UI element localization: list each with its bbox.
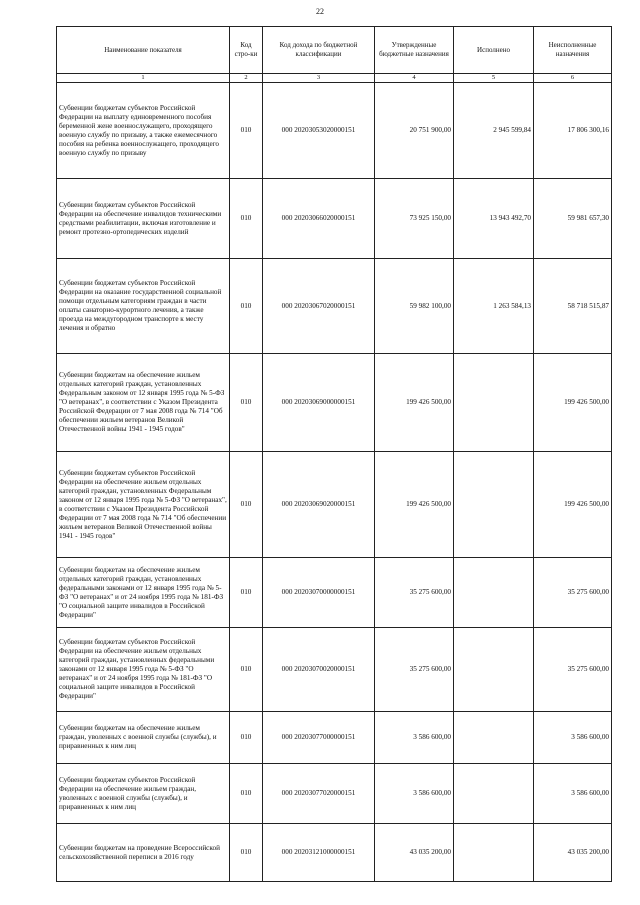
indicator-name: Субвенции бюджетам на обеспечение жильем граждан, уволенных с военной службы (службы), и приравненных к ним лиц (57, 712, 230, 764)
budget-execution-table (56, 26, 612, 882)
indicator-name: Субвенции бюджетам субъектов Российской Федерации на обеспечение жильем отдельных категорий граждан, установленных Федеральным законом от 12 января 1995 года № 5-ФЗ "О ветеранах", в соответствии с Указом Президента Российской Федерации от 7 мая 2008 года № 714 "Об обеспечении жильем ветеранов Великой Отечественной войны 1941 - 1945 годов" (57, 452, 230, 558)
income-code: 000 20203053020000151 (263, 83, 375, 179)
executed-amount (454, 354, 534, 452)
line-code: 010 (230, 354, 263, 452)
line-code: 010 (230, 712, 263, 764)
executed-amount: 1 263 584,13 (454, 259, 534, 354)
approved-amount: 3 586 600,00 (375, 712, 454, 764)
column-number: 3 (263, 74, 375, 83)
indicator-name: Субвенции бюджетам субъектов Российской Федерации на выплату единовременного пособия беременной жене военнослужащего, проходящего военную службу по призыву, а также ежемесячного пособия на ребенка военнослужащего, проходящего военную службу по призыву (57, 83, 230, 179)
indicator-name: Субвенции бюджетам субъектов Российской Федерации на обеспечение жильем отдельных категорий граждан, установленных федеральными законами от 12 января 1995 года № 5-ФЗ "О ветеранах" и от 24 ноября 1995 года № 181-ФЗ "О социальной защите инвалидов в Российской Федерации" (57, 628, 230, 712)
approved-amount: 73 925 150,00 (375, 179, 454, 259)
executed-amount (454, 558, 534, 628)
income-code: 000 20203070020000151 (263, 628, 375, 712)
executed-amount (454, 764, 534, 824)
column-number: 5 (454, 74, 534, 83)
income-code: 000 20203077020000151 (263, 764, 375, 824)
approved-amount: 35 275 600,00 (375, 628, 454, 712)
table-row (57, 83, 612, 179)
header-approved: Утвержденные бюджетные назначения (375, 27, 454, 74)
unexecuted-amount: 59 981 657,30 (534, 179, 612, 259)
income-code: 000 20203070000000151 (263, 558, 375, 628)
approved-amount: 59 982 100,00 (375, 259, 454, 354)
unexecuted-amount: 35 275 600,00 (534, 628, 612, 712)
approved-amount: 199 426 500,00 (375, 452, 454, 558)
header-unexecuted: Неисполненные назначения (534, 27, 612, 74)
line-code: 010 (230, 452, 263, 558)
unexecuted-amount: 3 586 600,00 (534, 764, 612, 824)
income-code: 000 20203077000000151 (263, 712, 375, 764)
executed-amount (454, 824, 534, 882)
unexecuted-amount: 199 426 500,00 (534, 452, 612, 558)
income-code: 000 20203067020000151 (263, 259, 375, 354)
approved-amount: 20 751 900,00 (375, 83, 454, 179)
table-row (57, 558, 612, 628)
indicator-name: Субвенции бюджетам субъектов Российской Федерации на оказание государственной социальной помощи отдельным категориям граждан в части оплаты санаторно-курортного лечения, а также проезда на междугородном транспорте к месту лечения и обратно (57, 259, 230, 354)
table-row (57, 764, 612, 824)
column-number: 1 (57, 74, 230, 83)
executed-amount (454, 628, 534, 712)
line-code: 010 (230, 764, 263, 824)
executed-amount: 2 945 599,84 (454, 83, 534, 179)
income-code: 000 20203069000000151 (263, 354, 375, 452)
header-line-code: Код стро-ки (230, 27, 263, 74)
line-code: 010 (230, 179, 263, 259)
executed-amount (454, 452, 534, 558)
column-number: 4 (375, 74, 454, 83)
approved-amount: 3 586 600,00 (375, 764, 454, 824)
line-code: 010 (230, 259, 263, 354)
approved-amount: 199 426 500,00 (375, 354, 454, 452)
indicator-name: Субвенции бюджетам на проведение Всероссийской сельскохозяйственной переписи в 2016 году (57, 824, 230, 882)
header-row (57, 27, 612, 74)
indicator-name: Субвенции бюджетам на обеспечение жильем отдельных категорий граждан, установленных Федеральным законом от 12 января 1995 года № 5-ФЗ "О ветеранах", в соответствии с Указом Президента Российской Федерации от 7 мая 2008 года № 714 "Об обеспечении жильем ветеранов Великой Отечественной войны 1941 - 1945 годов" (57, 354, 230, 452)
column-number: 2 (230, 74, 263, 83)
unexecuted-amount: 199 426 500,00 (534, 354, 612, 452)
executed-amount: 13 943 492,70 (454, 179, 534, 259)
unexecuted-amount: 35 275 600,00 (534, 558, 612, 628)
column-number-row (57, 74, 612, 83)
table-row (57, 354, 612, 452)
indicator-name: Субвенции бюджетам субъектов Российской Федерации на обеспечение жильем граждан, уволенных с военной службы (службы), и приравненных к ним лиц (57, 764, 230, 824)
table-row (57, 824, 612, 882)
unexecuted-amount: 43 035 200,00 (534, 824, 612, 882)
income-code: 000 20203121000000151 (263, 824, 375, 882)
table-row (57, 712, 612, 764)
line-code: 010 (230, 824, 263, 882)
income-code: 000 20203066020000151 (263, 179, 375, 259)
table-row (57, 259, 612, 354)
line-code: 010 (230, 83, 263, 179)
approved-amount: 35 275 600,00 (375, 558, 454, 628)
indicator-name: Субвенции бюджетам субъектов Российской Федерации на обеспечение инвалидов техническими средствами реабилитации, включая изготовление и ремонт протезно-ортопедических изделий (57, 179, 230, 259)
column-number: 6 (534, 74, 612, 83)
header-executed: Исполнено (454, 27, 534, 74)
unexecuted-amount: 17 806 300,16 (534, 83, 612, 179)
page-number: 22 (316, 7, 324, 16)
unexecuted-amount: 58 718 515,87 (534, 259, 612, 354)
header-indicator-name: Наименование показателя (57, 27, 230, 74)
table-row (57, 179, 612, 259)
income-code: 000 20203069020000151 (263, 452, 375, 558)
line-code: 010 (230, 628, 263, 712)
table-row (57, 452, 612, 558)
unexecuted-amount: 3 586 600,00 (534, 712, 612, 764)
indicator-name: Субвенции бюджетам на обеспечение жильем отдельных категорий граждан, установленных федеральными законами от 12 января 1995 года № 5-ФЗ "О ветеранах" и от 24 ноября 1995 года № 181-ФЗ "О социальной защите инвалидов в Российской Федерации" (57, 558, 230, 628)
header-income-code: Код дохода по бюджетной классификации (263, 27, 375, 74)
line-code: 010 (230, 558, 263, 628)
executed-amount (454, 712, 534, 764)
table-row (57, 628, 612, 712)
approved-amount: 43 035 200,00 (375, 824, 454, 882)
